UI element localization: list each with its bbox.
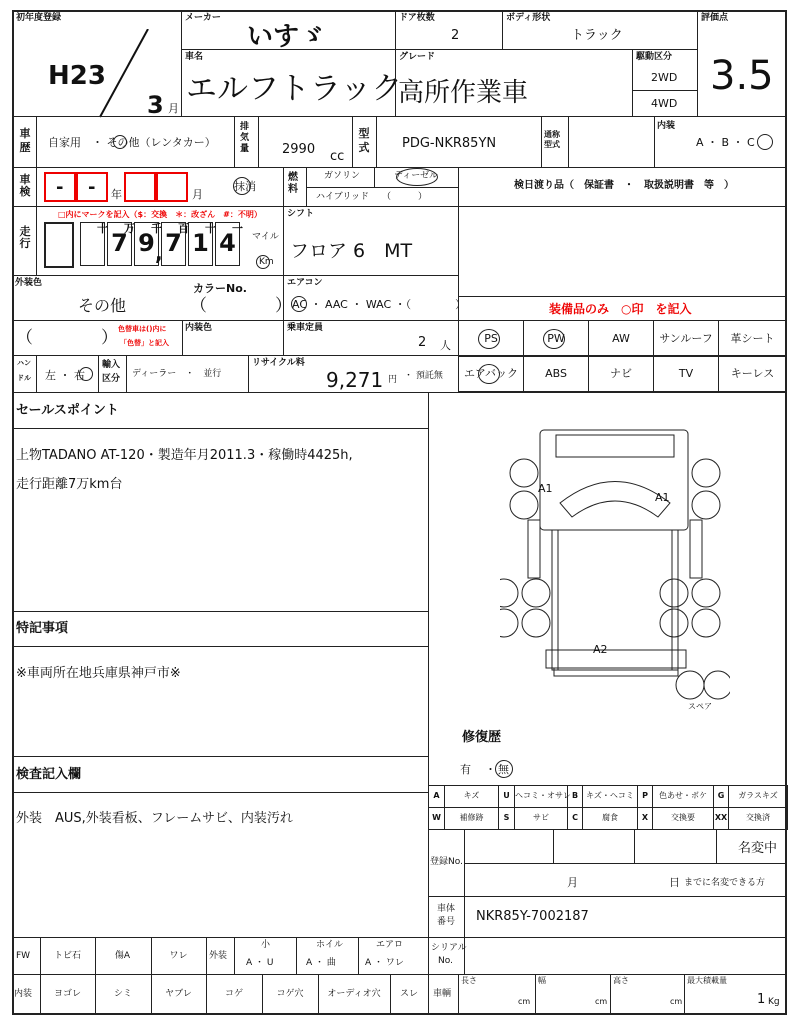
registration-month: 月 [567,876,578,889]
fw-item: 傷A [114,951,131,961]
repair-no: 無 [498,763,509,776]
sales-point-line-2: 走行距離7万km台 [16,477,123,492]
legend-code: B [571,791,579,800]
equipment-item-circle-mark [478,364,500,384]
legend-code: X [641,813,649,822]
diesel-circle-mark [396,168,438,186]
body-shape-value: トラック [571,28,623,43]
cc-unit: cc [330,149,345,164]
equipment-item-label: ナビ [610,367,632,380]
interior-circle-mark [757,134,773,150]
exterior-color-label: 外装色 [15,278,43,288]
legend-desc: サビ [533,813,549,822]
special-notes-section [12,611,429,757]
registration-day: 日 [669,876,680,889]
legend-code-cell [567,807,583,830]
legend-code-cell [567,785,583,808]
legend-desc-cell [582,785,638,808]
name-change-until: までに名変できる方 [684,878,766,888]
legend-desc-cell [728,785,788,808]
sales-point-label: セールスポイント [16,403,119,418]
car-name-cell [181,49,403,117]
handle-value: 左 ・ 右 [45,369,85,382]
handle-label-2: ドル [17,374,31,382]
legend-desc-cell [444,807,499,830]
equipment-item-label: ABS [545,367,567,380]
doors-value: 2 [451,28,460,43]
legend-code-cell [428,807,445,830]
equipment-item-label: エアバック [463,367,519,380]
equipment-item-label: PW [547,332,565,345]
equipment-header [458,296,787,321]
inspection-erased: 抹消 [234,180,256,193]
interior-item: ヤブレ [165,989,192,999]
exterior-color-value: その他 [78,296,127,315]
inspection-month-box-1 [124,172,156,202]
interior-bottom-label: 内装 [14,989,33,999]
divider [318,974,319,1015]
mileage-mark-box [44,222,74,268]
mileage-digit: 9 [134,222,159,266]
repair-yes: 有 [460,763,471,776]
exterior-bottom-label: 外装 [209,951,228,961]
equipment-item-cell [718,355,787,392]
doors-cell [395,10,503,50]
usage-value: 自家用 ・ その他（レンタカー） [48,136,216,149]
mileage-digit: 1 [188,222,213,266]
special-notes-label: 特記事項 [16,621,69,636]
equipment-item-circle-mark [543,329,565,349]
legend-desc-cell [652,785,714,808]
interior-grade-label: 内装 [657,121,676,131]
max-load-unit: Kg [768,997,780,1007]
inspection-year-box: - [76,172,108,202]
divider [262,974,263,1015]
legend-code: U [503,791,510,800]
km-unit: Km [259,257,274,267]
color-change-note-2: 「色替」と記入 [120,339,169,347]
body-shape-cell [502,10,698,50]
interior-color-label: 内装色 [185,323,213,333]
equipment-item-cell [588,320,654,357]
equipment-item-label: AW [612,332,630,345]
interior-grade-options: A ・ B ・ C [696,136,755,149]
drive-4wd: 4WD [651,97,678,110]
legend-code: S [503,813,510,822]
interior-item: オーディオ穴 [327,989,381,999]
shift-label: シフト [287,209,315,219]
aero-label: エアロ [376,940,404,950]
handle-label-1: ハン [17,359,31,367]
equipment-item-circle-mark [478,329,500,349]
model-value: PDG-NKR85YN [402,136,497,151]
ac-options: AC ・ AAC ・ WAC ・（ ） [292,298,467,311]
sales-point-line-1: 上物TADANO AT-120・製造年月2011.3・稼働時4425h, [16,448,353,463]
interior-item: コゲ穴 [276,989,304,999]
model-label-2: 式 [358,141,370,154]
legend-desc-cell [514,807,568,830]
capacity-value: 2 [418,335,427,350]
equipment-header-text: 装備品のみ ○印 を記入 [549,302,692,316]
import-label-1: 輸入 [102,360,121,370]
equipment-item-label: TV [678,367,694,380]
mileage-note: □内にマークを記入（$：交換 ＊：改ざん #：不明） [58,210,262,219]
inspection-year-suffix: 年 [111,188,122,201]
mileage-digit-unit: 十 [97,222,108,235]
legend-desc: 腐食 [602,813,618,822]
inspection-notes-label: 検査記入欄 [16,767,82,782]
drive-cell [632,49,698,117]
chassis-number: NKR85Y-7002187 [476,909,589,924]
score-value: 3.5 [710,53,774,99]
equipment-item-label: 革シート [730,332,775,345]
common-model-label: 通称型式 [544,130,560,149]
erased-circle-mark [233,177,251,195]
equipment-item-cell [523,320,589,357]
car-name-label: 車名 [185,52,204,62]
drive-label: 駆動区分 [636,52,673,62]
divider [95,974,96,1015]
import-label-2: 区分 [102,374,121,384]
delivered-items-label: 検日渡り品（ 保証書 ・ 取扱説明書 等 ） [514,180,734,191]
fw-label: FW [16,951,31,961]
serial-label-2: No. [438,956,453,966]
grade-value: 高所作業車 [398,78,529,108]
fw-item: トビ石 [53,951,81,961]
legend-desc: キズ [463,791,480,800]
name-change-status: 名変中 [738,841,778,856]
mileage-digit: 7 [161,222,186,266]
legend-desc-cell [444,785,499,808]
diagram-spare: スペア [688,702,712,711]
repair-history-label: 修復歴 [462,730,502,745]
legend-code-cell [637,785,653,808]
score-label: 評価点 [701,13,729,23]
legend-desc: 補修跡 [459,813,484,822]
mileage-label: 走行 [19,225,31,250]
grade-label: グレード [399,52,436,62]
wheel-options: A ・ 曲 [306,958,336,968]
legend-code-cell [637,807,653,830]
maker-cell [181,10,396,50]
equipment-item-cell [588,355,654,392]
deposit-none: ・ 預託無 [404,371,443,381]
equipment-item-cell [653,355,719,392]
mileage-digit-unit: 十 [205,222,216,235]
ac-circle-mark [291,296,307,312]
legend-desc: ヘコミ・オサレ [515,791,571,800]
legend-code-cell [498,785,515,808]
first-reg-month: 3 [147,91,164,119]
max-load-label: 最大積載量 [687,976,727,985]
month-suffix: 月 [168,102,179,115]
fuel-hybrid-paren: （ ） [382,192,428,202]
equipment-item-cell [458,320,524,357]
legend-desc: ガラスキズ [738,791,778,800]
chassis-label-1: 車体 [437,904,456,914]
truck-diagram [500,425,730,715]
legend-code: P [642,791,648,800]
divider [151,974,152,1015]
usage-label-2: 歴 [19,141,31,154]
legend-code: G [717,791,725,800]
diagram-a1-right: A1 [655,491,670,504]
divider [206,974,207,1015]
inspection-month-box-2 [156,172,188,202]
km-circle-mark [256,255,270,269]
mileage-digit: 7 [107,222,132,266]
yen-unit: 円 [388,375,398,385]
legend-code-cell [713,807,729,830]
legend-code-cell [428,785,445,808]
grade-cell [395,49,633,117]
maker-value: いすゞ [247,22,326,52]
repair-circle-mark [495,760,513,778]
interior-item: コゲ [224,989,243,999]
mile-unit: マイル [252,232,279,242]
color-change-note-1: 色替車は()内に [118,325,167,333]
mileage-digit: 4 [215,222,240,266]
import-value: ディーラー ・ 並行 [132,369,222,379]
legend-code: W [432,813,441,822]
registration-label: 登録No. [430,857,463,867]
interior-item: ヨゴレ [53,989,81,999]
diagram-a2: A2 [593,643,608,656]
displacement-value: 2990 [282,142,316,157]
height-unit: cm [670,997,683,1006]
inspection-label: 車検 [19,173,31,198]
usage-label-1: 車 [19,127,31,140]
fuel-label: 燃料 [288,172,298,195]
usage-circle-mark [113,135,127,149]
length-unit: cm [518,997,531,1006]
legend-desc-cell [728,807,788,830]
legend-code-cell [713,785,729,808]
capacity-unit: 人 [440,339,451,352]
legend-desc: 色あせ・ボケ [659,791,707,800]
mileage-digit-unit: 百 [178,222,189,235]
first-registration-cell [12,10,182,117]
divider [95,937,96,975]
mileage-digit-unit: 千 [151,222,162,235]
mileage-digit-unit: 一 [232,222,243,235]
equipment-item-cell [718,320,787,357]
car-name-value: エルフトラック [186,71,403,107]
inspection-notes-section [12,756,429,938]
recycle-value: 9,271 [326,368,384,392]
interior-item: スレ [399,989,418,999]
divider [151,937,152,975]
ac-label: エアコン [287,278,323,288]
interior-item: シミ [113,989,132,999]
first-reg-era: H23 [48,61,106,91]
shift-value: フロア 6 MT [290,240,413,262]
length-label: 長さ [461,976,477,985]
divider [390,974,391,1015]
small-label: 小 [261,940,271,950]
first-reg-label: 初年度登録 [16,13,62,23]
displacement-label: 排気量 [240,122,250,154]
legend-desc-cell [652,807,714,830]
recycle-label: リサイクル料 [252,358,305,368]
vehicle-dim-label: 車輌 [433,989,452,999]
fuel-hybrid: ハイブリッド [316,192,370,202]
fuel-gasoline: ガソリン [324,171,361,181]
special-notes-text: ※車両所在地兵庫県神戸市※ [16,666,181,681]
equipment-item-label: PS [484,332,498,345]
legend-code: A [433,791,440,800]
inspection-era-box: - [44,172,76,202]
equipment-item-cell [653,320,719,357]
legend-desc: キズ・ヘコミ [586,791,634,800]
chassis-label-2: 番号 [437,917,456,927]
equipment-item-cell [458,355,524,392]
aero-options: A ・ ワレ [365,958,404,968]
height-label: 高さ [613,976,629,985]
width-unit: cm [595,997,608,1006]
capacity-label: 乗車定員 [287,323,324,333]
small-options: A ・ U [246,958,274,968]
wheel-label: ホイル [316,940,344,950]
legend-desc-cell [582,807,638,830]
drive-2wd: 2WD [651,71,678,84]
max-load-value: 1 [757,992,766,1007]
legend-code-cell [498,807,515,830]
equipment-item-cell [523,355,589,392]
serial-label-1: シリアル [431,943,467,953]
legend-desc: 交換済 [746,813,770,822]
equipment-item-label: サンルーフ [659,332,713,345]
color-no-label: カラーNo. [193,282,247,295]
score-cell [697,10,787,117]
equipment-item-label: キーレス [730,367,775,380]
fw-item: ワレ [169,951,188,961]
maker-label: メーカー [185,13,221,23]
mileage-digit-unit: 万 [124,222,135,235]
legend-code: C [572,813,578,822]
width-label: 幅 [538,976,546,985]
fuel-diesel: ディーゼル [394,171,439,181]
color-change-paren: （ ） [16,328,118,348]
legend-desc-cell [514,785,571,808]
color-no-paren: （ ） [190,296,292,316]
sales-point-section [12,392,429,612]
body-shape-label: ボディ形状 [506,13,551,23]
mileage-comma: , [155,241,163,265]
handle-circle-mark [79,367,93,381]
inspection-month-suffix: 月 [192,188,203,201]
doors-label: ドア枚数 [399,13,435,23]
legend-code: XX [714,813,728,822]
legend-desc: 交換要 [671,813,695,822]
diagram-a1-left: A1 [538,482,553,495]
model-label-1: 型 [358,127,370,140]
inspection-notes-text: 外装 AUS,外装看板、フレームサビ、内装汚れ [16,811,293,826]
